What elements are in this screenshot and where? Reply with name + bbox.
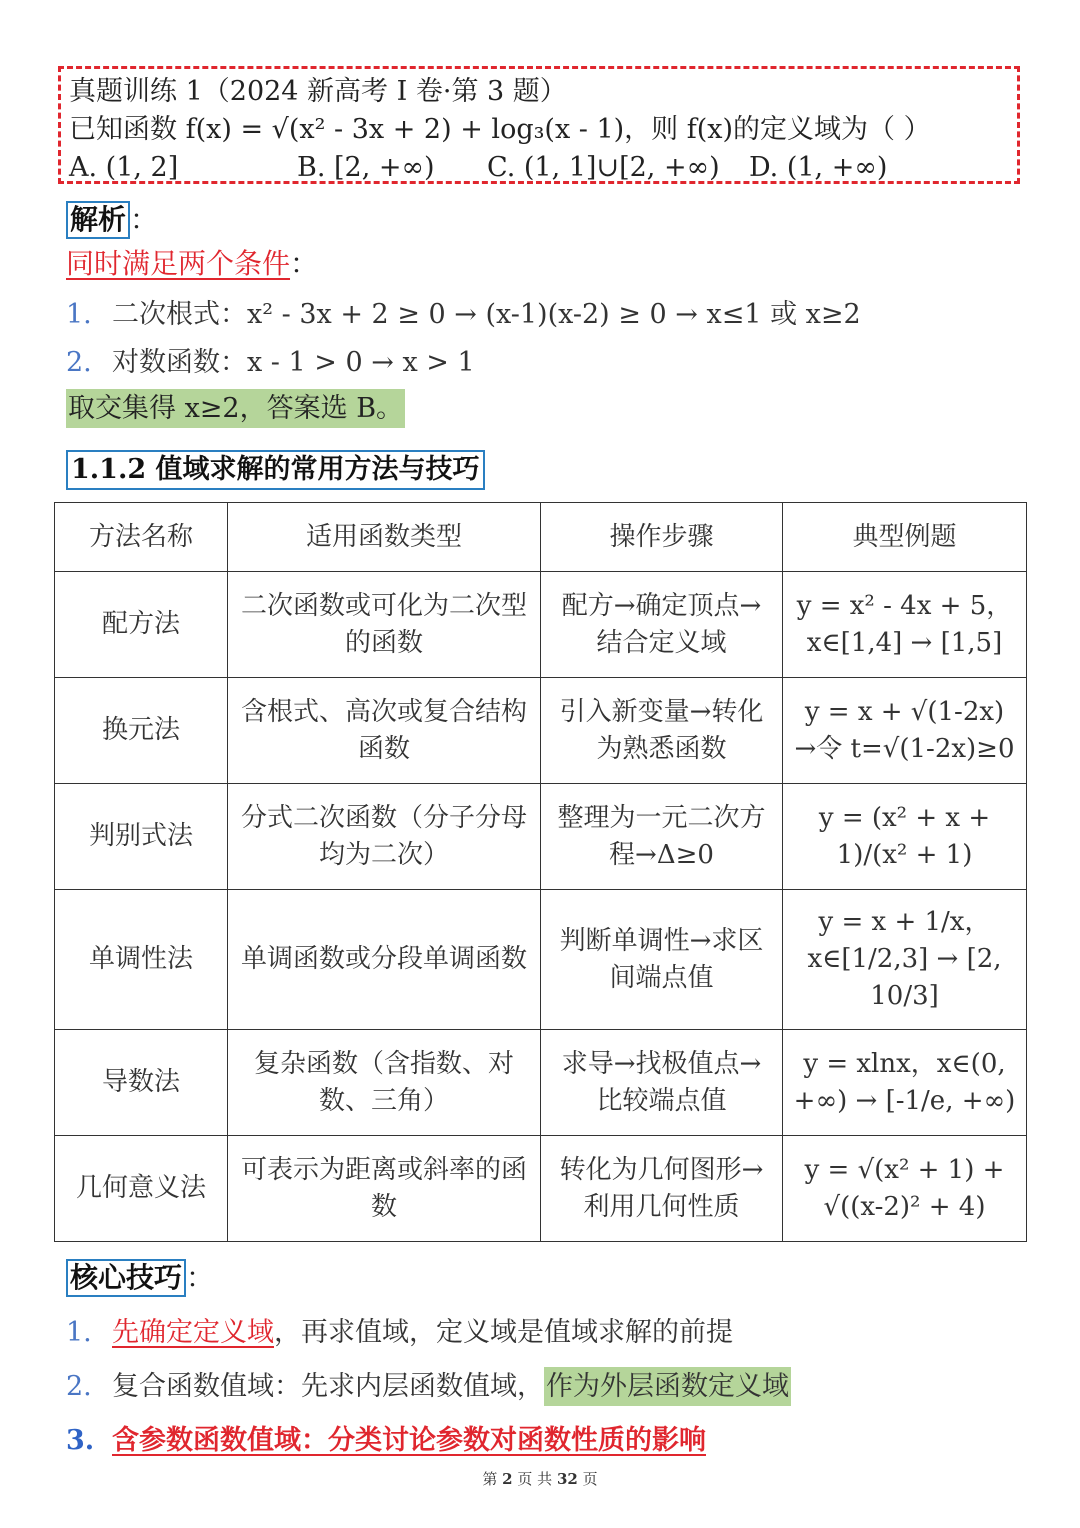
table-header: 方法名称	[55, 503, 228, 572]
methods-table	[54, 502, 1027, 1242]
table-cell: y = (x² + x + 1)/(x² + 1)	[783, 784, 1027, 890]
condition-heading: 同时满足两个条件：	[66, 247, 319, 280]
tips-label: 核心技巧	[66, 1259, 186, 1297]
table-cell: 换元法	[55, 678, 228, 784]
table-row	[55, 572, 1027, 678]
table-cell: 复杂函数（含指数、对数、三角）	[228, 1030, 541, 1136]
tip-item-1: 1. 先确定定义域，再求值域，定义域是值域求解的前提	[66, 1317, 733, 1348]
analysis-label: 解析	[66, 201, 130, 239]
table-cell: 分式二次函数（分子分母均为二次）	[228, 784, 541, 890]
table-cell: y = xlnx，x∈(0, +∞) → [-1/e, +∞)	[783, 1030, 1027, 1136]
table-cell: 转化为几何图形→利用几何性质	[541, 1136, 783, 1242]
table-cell: 求导→找极值点→比较端点值	[541, 1030, 783, 1136]
table-cell: 几何意义法	[55, 1136, 228, 1242]
table-cell: y = √(x² + 1) + √((x-2)² + 4)	[783, 1136, 1027, 1242]
table-cell: 配方→确定顶点→结合定义域	[541, 572, 783, 678]
section-title: 1.1.2 值域求解的常用方法与技巧	[66, 450, 485, 490]
exam-question: 已知函数 f(x) = √(x² - 3x + 2) + log₃(x - 1)，则 f(x)的定义域为（ ）	[69, 114, 931, 145]
table-cell: 配方法	[55, 572, 228, 678]
table-header: 典型例题	[783, 503, 1027, 572]
tip-item-2: 2. 复合函数值域：先求内层函数值域，作为外层函数定义域	[66, 1364, 791, 1403]
option-d: D. (1, +∞)	[749, 152, 888, 183]
table-cell: 引入新变量→转化为熟悉函数	[541, 678, 783, 784]
analysis-heading: 解析 ：	[66, 198, 158, 239]
analysis-step-2: 2. 对数函数：x - 1 > 0 → x > 1	[66, 347, 475, 378]
table-cell: 二次函数或可化为二次型的函数	[228, 572, 541, 678]
table-cell: 判断单调性→求区间端点值	[541, 890, 783, 1030]
tip-1-highlight: 先确定定义域	[112, 1317, 274, 1348]
table-cell: 导数法	[55, 1030, 228, 1136]
exam-title: 真题训练 1（2024 新高考 I 卷·第 3 题）	[69, 76, 567, 107]
table-row	[55, 784, 1027, 890]
option-a: A. (1, 2]	[69, 152, 179, 183]
analysis-conclusion	[66, 386, 405, 425]
tips-heading: 核心技巧 ：	[66, 1256, 214, 1297]
exam-question-box	[58, 66, 1020, 184]
exam-options	[69, 149, 1017, 187]
tip-3-text: 含参数函数值域：分类讨论参数对函数性质的影响	[112, 1425, 706, 1456]
table-cell: 单调性法	[55, 890, 228, 1030]
table-cell: 单调函数或分段单调函数	[228, 890, 541, 1030]
table-row	[55, 678, 1027, 784]
option-b: B. [2, +∞)	[297, 152, 435, 183]
table-cell: 含根式、高次或复合结构函数	[228, 678, 541, 784]
table-header: 适用函数类型	[228, 503, 541, 572]
table-cell: 判别式法	[55, 784, 228, 890]
table-row	[55, 1030, 1027, 1136]
table-row	[55, 890, 1027, 1030]
tip-2-highlight: 作为外层函数定义域	[544, 1367, 791, 1406]
table-cell: 整理为一元二次方程→Δ≥0	[541, 784, 783, 890]
table-row	[55, 1136, 1027, 1242]
table-cell: y = x + √(1-2x) →令 t=√(1-2x)≥0	[783, 678, 1027, 784]
page-footer: 第 2 页 共 32 页	[482, 1470, 598, 1488]
option-c: C. (1, 1]∪[2, +∞)	[487, 152, 720, 183]
table-cell: y = x² - 4x + 5，x∈[1,4] → [1,5]	[783, 572, 1027, 678]
page-total: 32	[556, 1470, 578, 1488]
table-cell: 可表示为距离或斜率的函数	[228, 1136, 541, 1242]
table-header-row	[55, 503, 1027, 572]
tip-item-3: 3. 含参数函数值域：分类讨论参数对函数性质的影响	[66, 1425, 706, 1456]
page-number: 2	[502, 1470, 513, 1488]
table-header: 操作步骤	[541, 503, 783, 572]
analysis-step-1: 1. 二次根式：x² - 3x + 2 ≥ 0 → (x-1)(x-2) ≥ 0 → x≤1 或 x≥2	[66, 299, 861, 330]
conclusion-highlight: 取交集得 x≥2，答案选 B。	[66, 389, 405, 428]
table-cell: y = x + 1/x，x∈[1/2,3] → [2, 10/3]	[783, 890, 1027, 1030]
condition-heading-text: 同时满足两个条件	[66, 247, 291, 280]
